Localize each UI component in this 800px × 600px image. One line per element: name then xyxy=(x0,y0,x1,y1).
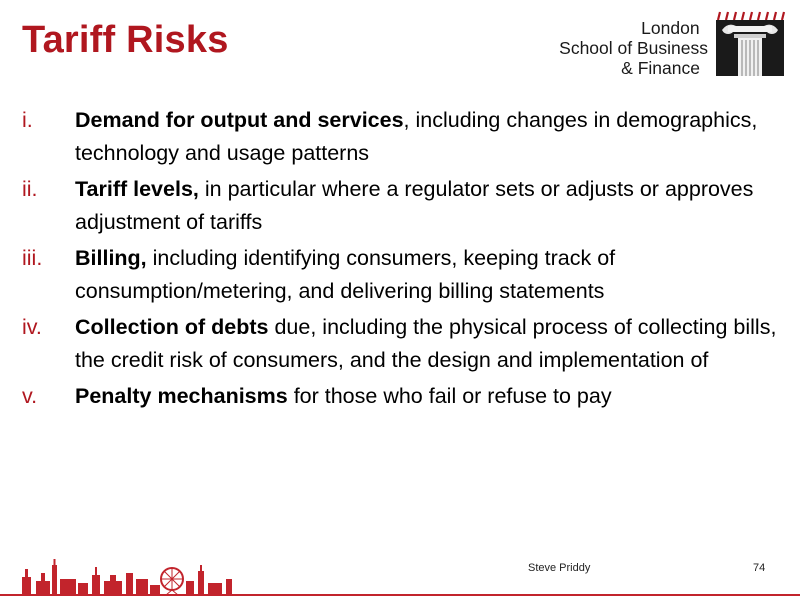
lsbf-logo xyxy=(560,12,790,84)
list-item xyxy=(22,380,778,413)
bullet-text: in particular where a regulator sets or adjusts or approves adjustment of tariffs xyxy=(75,177,754,234)
bullet-number: ii. xyxy=(22,177,38,201)
bullet-text: due, including the physical process of collecting bills, the credit risk of consumers, and the design and implementation of xyxy=(75,315,777,372)
bullet-lead: Demand for output and services xyxy=(75,108,404,132)
risk-list xyxy=(22,104,778,417)
bullet-number: iv. xyxy=(22,315,42,339)
column-capital-icon xyxy=(714,10,786,78)
bullet-text: including identifying consumers, keeping track of consumption/metering, and delivering billing statements xyxy=(75,246,616,303)
logo-line-school: School of Business xyxy=(559,38,708,58)
slide-title: Tariff Risks xyxy=(22,19,229,61)
bullet-text: for those who fail or refuse to pay xyxy=(287,384,612,408)
bullet-lead: Billing, xyxy=(75,246,147,270)
list-item xyxy=(22,311,778,376)
bullet-lead: Penalty mechanisms xyxy=(75,384,288,408)
bullet-text: , including changes in demographics, technology and usage patterns xyxy=(75,108,758,165)
bullet-number: v. xyxy=(22,384,38,408)
london-skyline-graphic xyxy=(0,555,800,600)
logo-text xyxy=(559,18,708,78)
bullet-number: iii. xyxy=(22,246,43,270)
bullet-lead: Collection of debts xyxy=(75,315,269,339)
logo-line-finance: & Finance xyxy=(621,58,700,78)
logo-line-london: London xyxy=(641,18,700,38)
bullet-lead: Tariff levels, xyxy=(75,177,199,201)
footer-author: Steve Priddy xyxy=(528,562,591,574)
page-number: 74 xyxy=(753,562,766,574)
list-item xyxy=(22,242,778,307)
list-item xyxy=(22,104,778,169)
bullet-number: i. xyxy=(22,108,33,132)
list-item xyxy=(22,173,778,238)
